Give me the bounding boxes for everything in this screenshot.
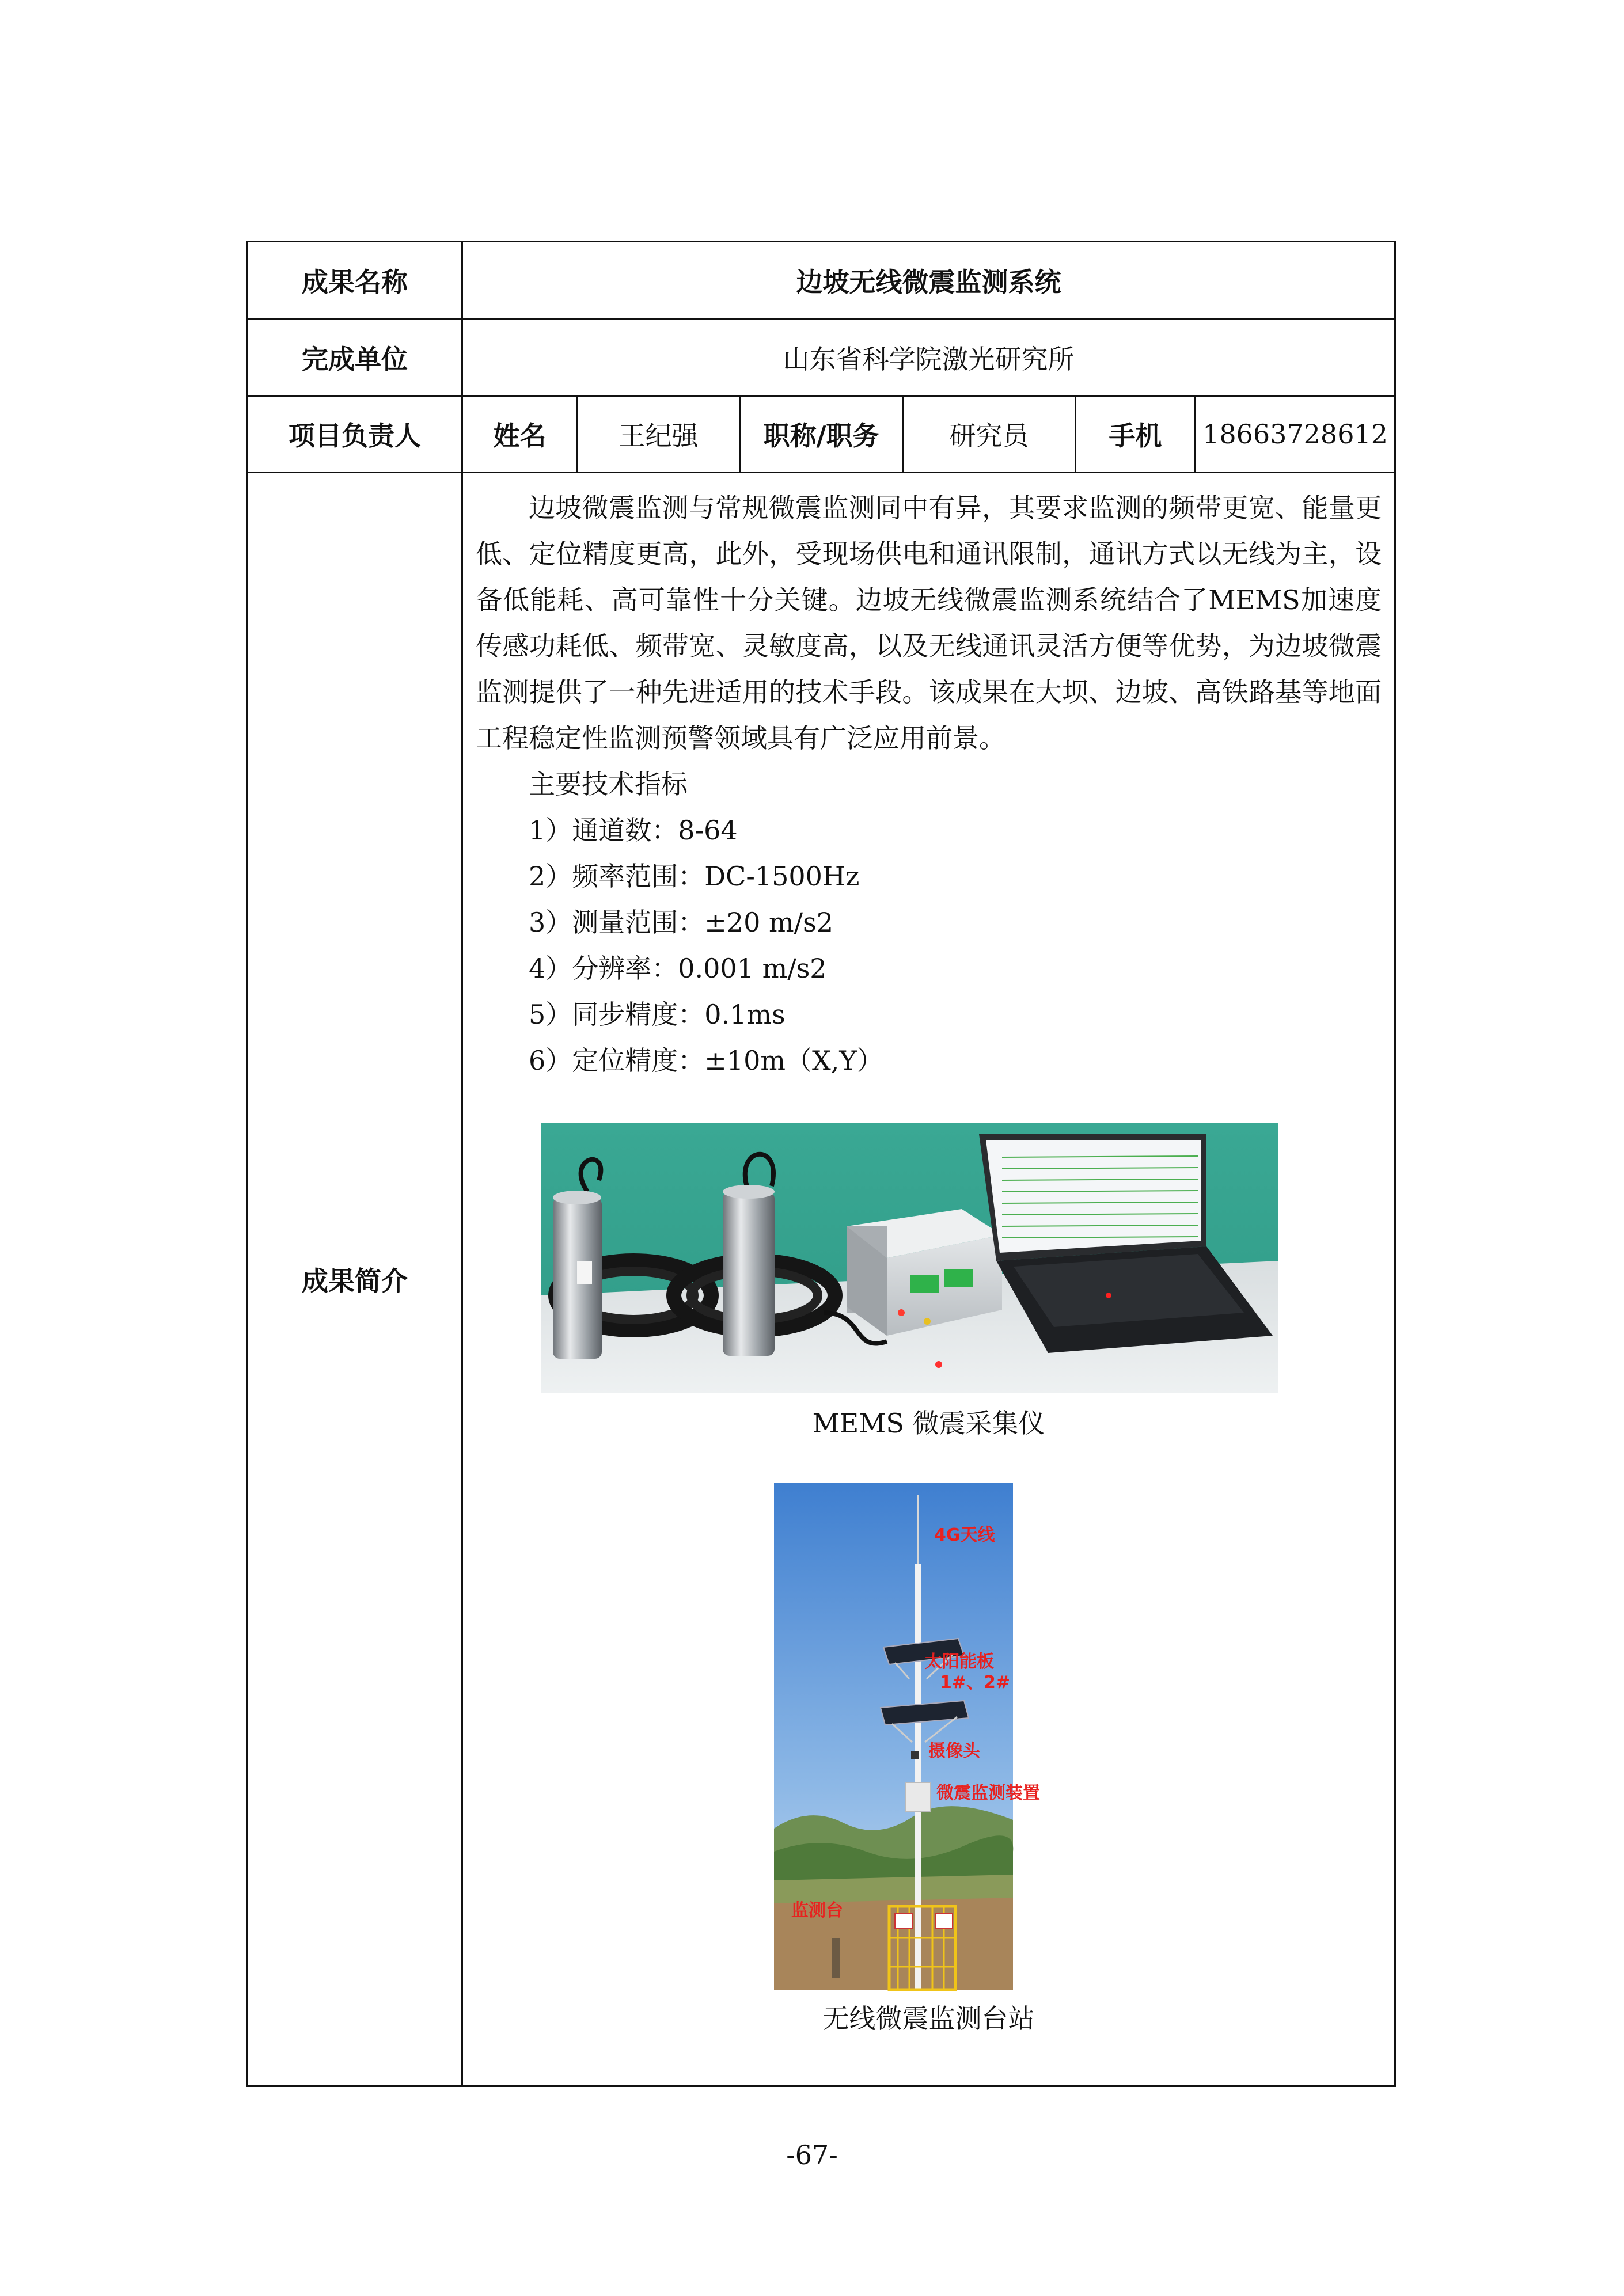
label-ground: 监测台 <box>791 1900 843 1921</box>
specs-heading: 主要技术指标 <box>529 769 688 800</box>
label-camera: 摄像头 <box>928 1741 980 1761</box>
label-solar: 太阳能板 <box>925 1652 994 1672</box>
row-achievement-name <box>248 242 1395 320</box>
spec-item: 4）分辨率：0.001 m/s2 <box>529 953 827 984</box>
spec-item: 5）同步精度：0.1ms <box>529 999 786 1030</box>
summary-label: 成果简介 <box>248 473 462 2086</box>
figure1-caption: MEMS 微震采集仪 <box>812 1408 1045 1439</box>
page-number: -67- <box>786 2139 838 2170</box>
spec-item: 3）测量范围：±20 m/s2 <box>529 907 833 938</box>
mems-equipment-photo <box>541 1123 1278 1393</box>
phone-value: 18663728612 <box>1196 396 1395 473</box>
organization-label: 完成单位 <box>248 320 462 396</box>
figure2-caption: 无线微震监测台站 <box>822 2003 1035 2034</box>
summary-cell <box>462 473 1395 2086</box>
project-leader-label: 项目负责人 <box>248 396 462 473</box>
label-solar-ids: 1#、2# <box>940 1672 1011 1693</box>
label-device: 微震监测装置 <box>936 1783 1040 1803</box>
name-label: 姓名 <box>462 396 578 473</box>
row-summary <box>248 473 1395 2086</box>
spec-item: 6）定位精度：±10m（X,Y） <box>529 1045 883 1076</box>
achievement-name-value: 边坡无线微震监测系统 <box>462 242 1395 320</box>
label-antenna: 4G天线 <box>934 1525 995 1545</box>
row-organization <box>248 320 1395 396</box>
achievement-name-label: 成果名称 <box>248 242 462 320</box>
phone-label: 手机 <box>1076 396 1196 473</box>
title-label: 职称/职务 <box>740 396 903 473</box>
name-value: 王纪强 <box>578 396 740 473</box>
organization-value: 山东省科学院激光研究所 <box>462 320 1395 396</box>
monitoring-station-photo <box>774 1483 1040 1990</box>
spec-item: 2）频率范围：DC-1500Hz <box>529 861 860 892</box>
spec-item: 1）通道数：8-64 <box>529 815 738 846</box>
row-project-leader <box>248 396 1395 473</box>
summary-text <box>476 485 1382 1084</box>
intro-paragraph: 边坡微震监测与常规微震监测同中有异，其要求监测的频带更宽、能量更低、定位精度更高，此外，受现场供电和通讯限制，通讯方式以无线为主，设备低能耗、高可靠性十分关键。边坡无线微震监测系统结合了MEMS加速度传感功耗低、频带宽、灵敏度高，以及无线通讯灵活方便等优势，为边坡微震监测提供了一种先进适用的技术手段。该成果在大坝、边坡、高铁路基等地面工程稳定性监测预警领域具有广泛应用前景。 <box>476 492 1382 754</box>
title-value: 研究员 <box>903 396 1076 473</box>
achievement-table <box>246 241 1396 2087</box>
